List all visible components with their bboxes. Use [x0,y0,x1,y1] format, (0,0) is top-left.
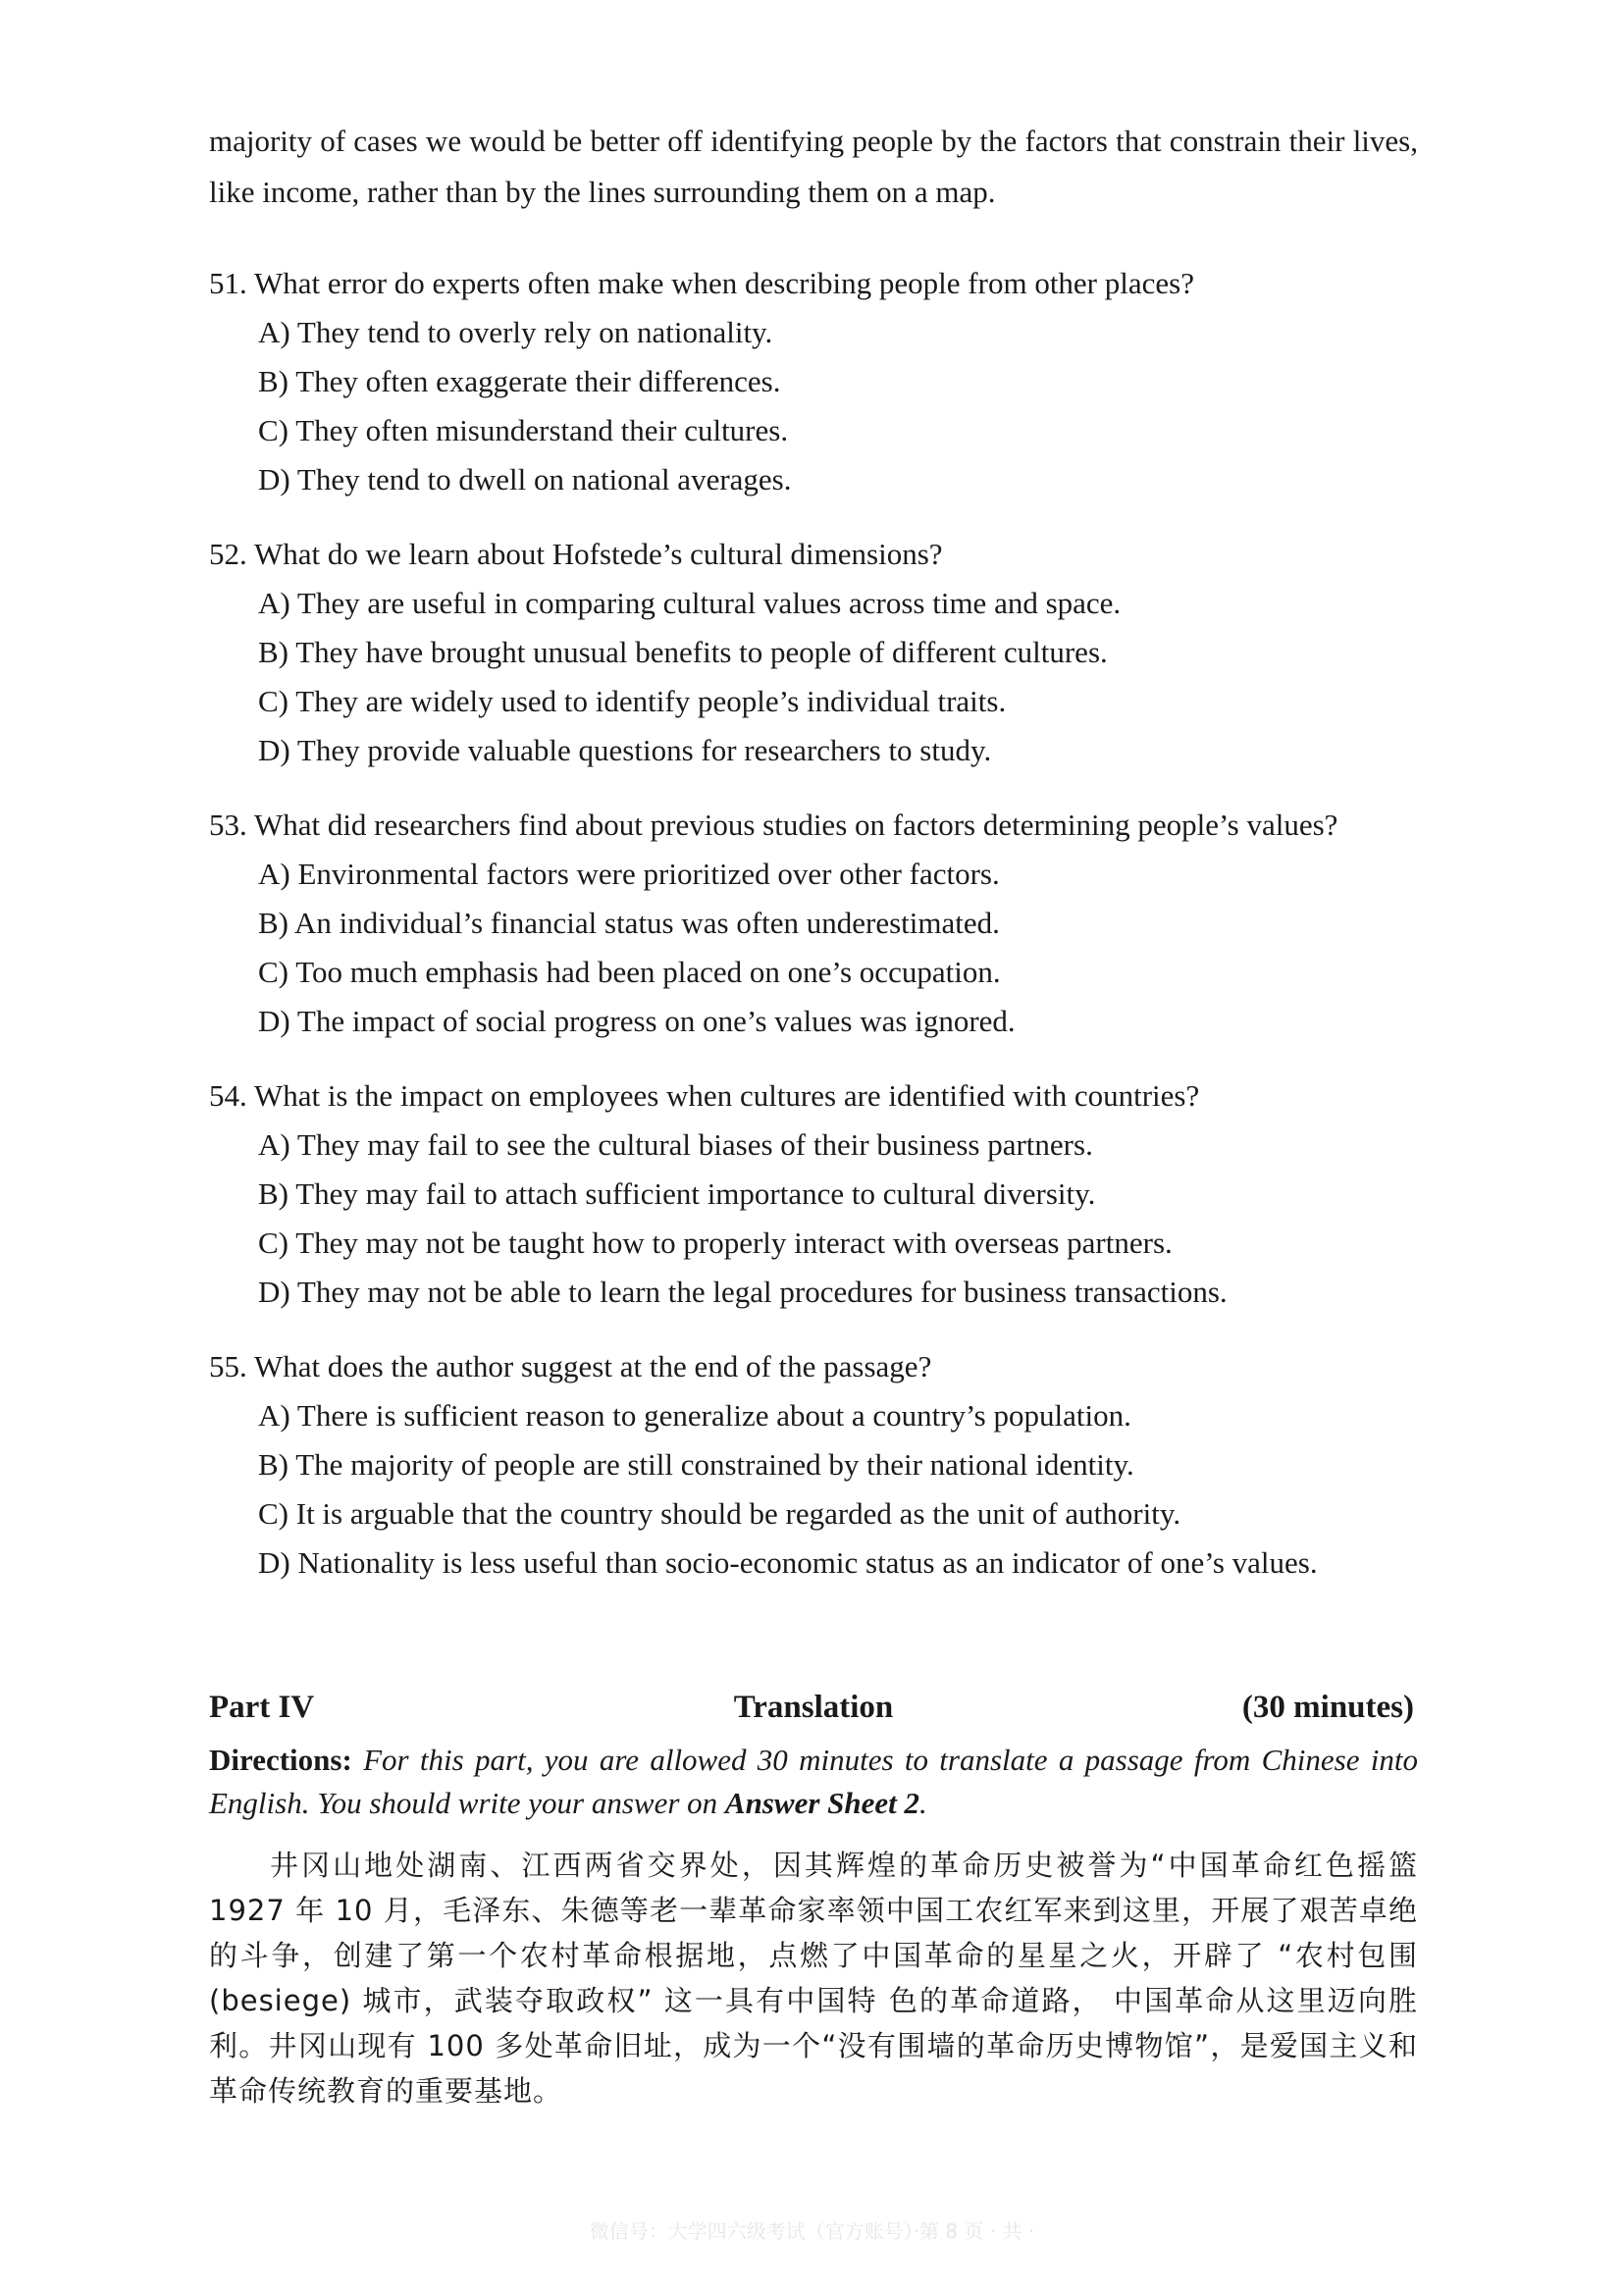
question-55 [209,1342,1418,1588]
option-c: C) They are widely used to identify people’s individual traits. [258,684,1007,718]
answer-sheet-label: Answer Sheet 2 [724,1786,920,1820]
option-b: B) An individual’s financial status was often underestimated. [258,906,1000,940]
question-stem: 53. What did researchers find about previous studies on factors determining people’s values? [209,808,1338,842]
option-b: B) They have brought unusual benefits to people of different cultures. [258,635,1108,669]
directions-end: . [919,1786,927,1820]
footer-watermark: 微信号：大学四六级考试（官方账号）·第 8 页 · 共 · [589,2219,1035,2243]
chinese-translation-passage: 井冈山地处湖南、江西两省交界处，因其辉煌的革命历史被誉为“中国革命红色摇篮 1927 年 10 月，毛泽东、朱德等老一辈革命家率领中国工农红军来到这里，开展了艰苦卓绝的斗争，创建了第一个农村革命根据地，点燃了中国革命的星星之火，开辟了 “农村包围 (besiege) 城市，武装夺取政权” 这一具有中国特 色的革命道路， 中国革命从这里迈向胜利。井冈山现有 100 多处革命旧址，成为一个“没有围墙的革命历史博物馆”，是爱国主义和革命传统教育的重要基地。 [209,1849,1418,2108]
option-a: A) They may fail to see the cultural biases of their business partners. [258,1127,1093,1162]
question-stem: 51. What error do experts often make when describing people from other places? [209,266,1194,300]
option-c: C) Too much emphasis had been placed on one’s occupation. [258,955,1001,989]
option-d: D) They provide valuable questions for researchers to study. [258,733,992,767]
option-a: A) They tend to overly rely on nationality. [258,315,773,349]
option-a: A) They are useful in comparing cultural values across time and space. [258,586,1122,620]
directions [209,1739,1418,1825]
option-c: C) They may not be taught how to properly interact with overseas partners. [258,1226,1173,1260]
option-d: D) Nationality is less useful than socio-economic status as an indicator of one’s values. [258,1545,1318,1580]
part-header [209,1682,1418,1733]
option-d: D) They tend to dwell on national averages. [258,462,792,496]
part-title: Translation [733,1690,894,1725]
option-c: C) It is arguable that the country should be regarded as the unit of authority. [258,1496,1181,1531]
option-b: B) They often exaggerate their differences. [258,364,781,398]
option-b: B) The majority of people are still constrained by their national identity. [258,1447,1134,1482]
option-d: D) They may not be able to learn the legal procedures for business transactions. [258,1275,1228,1309]
question-54 [209,1071,1418,1317]
passage-ending-paragraph: majority of cases we would be better off identifying people by the factors that constrain their lives, like income, rather than by the lines surrounding them on a map. [209,124,1418,209]
option-c: C) They often misunderstand their cultures. [258,413,789,447]
option-a: A) There is sufficient reason to generalize about a country’s population. [258,1398,1131,1433]
question-52 [209,530,1418,775]
question-stem: 55. What does the author suggest at the end of the passage? [209,1349,932,1383]
question-53 [209,801,1418,1046]
question-51 [209,259,1418,504]
directions-text: For this part, you are allowed 30 minutes to translate a passage from Chinese into English. You should write your answer on [209,1743,1418,1820]
question-stem: 54. What is the impact on employees when cultures are identified with countries? [209,1078,1200,1113]
question-stem: 52. What do we learn about Hofstede’s cultural dimensions? [209,537,943,571]
exam-page [209,116,1418,2142]
part-time: (30 minutes) [1241,1690,1414,1725]
directions-label: Directions: [209,1743,352,1777]
option-d: D) The impact of social progress on one’s values was ignored. [258,1004,1016,1038]
part-number: Part IV [209,1690,315,1725]
option-a: A) Environmental factors were prioritized over other factors. [258,857,1000,891]
option-b: B) They may fail to attach sufficient importance to cultural diversity. [258,1176,1096,1211]
